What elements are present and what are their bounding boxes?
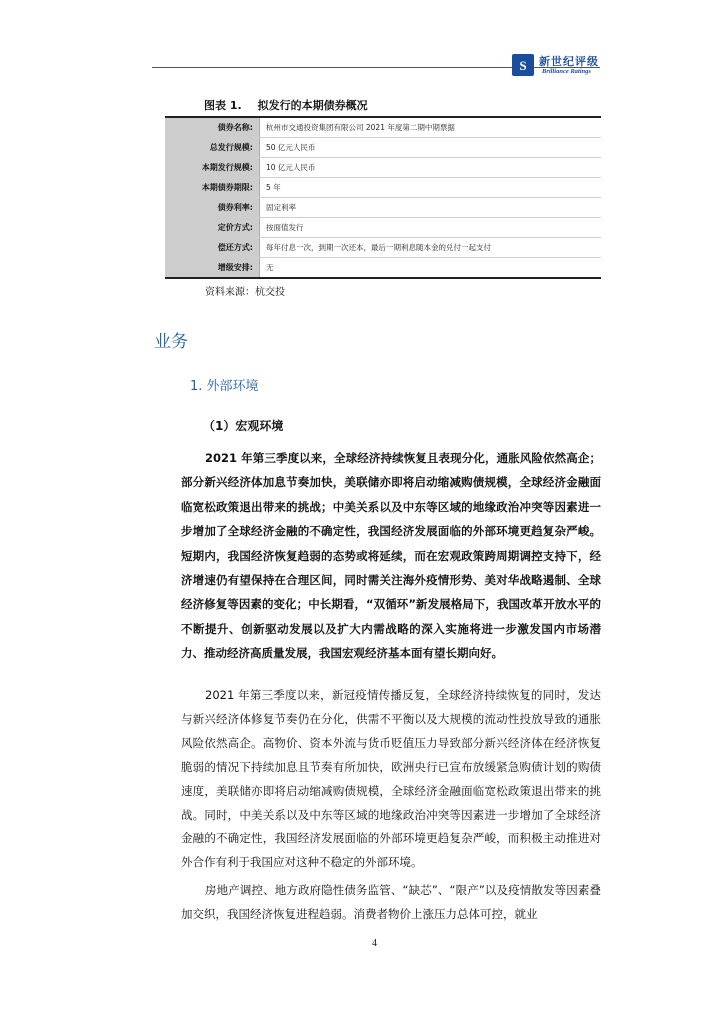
row-key: 偿还方式: xyxy=(165,238,260,258)
svg-text:S: S xyxy=(519,58,527,73)
row-key: 债券利率: xyxy=(165,198,260,218)
table-row xyxy=(165,238,601,258)
table-row xyxy=(165,178,601,198)
table-row xyxy=(165,218,601,238)
table-caption xyxy=(204,97,368,113)
body-paragraph: 房地产调控、地方政府隐性债务监管、“缺芯”、“限产”以及疫情散发等因素叠加交织，我国经济恢复进程趋弱。消费者物价上涨压力总体可控，就业 xyxy=(181,883,601,921)
row-value: 50 亿元人民币 xyxy=(260,138,602,158)
row-key: 本期债券期限: xyxy=(165,178,260,198)
row-value: 按面值发行 xyxy=(260,218,602,238)
row-key: 本期发行规模: xyxy=(165,158,260,178)
row-key: 总发行规模: xyxy=(165,138,260,158)
row-value: 无 xyxy=(260,258,602,279)
logo-chinese-name: 新世纪评级 xyxy=(539,55,599,68)
row-value: 杭州市交通投资集团有限公司 2021 年度第二期中期票据 xyxy=(260,117,602,138)
table-row xyxy=(165,258,601,279)
row-value: 每年付息一次，到期一次还本，最后一期利息随本金的兑付一起支付 xyxy=(260,238,602,258)
row-value: 固定利率 xyxy=(260,198,602,218)
body-paragraph: 2021 年第三季度以来，新冠疫情传播反复，全球经济持续恢复的同时，发达与新兴经济体修复节奏仍在分化，供需不平衡以及大规模的流动性投放导致的通胀风险依然高企。高物价、资本外流与货币贬值压力导致部分新兴经济体在经济恢复脆弱的情况下持续加息且节奏有所加快，欧洲央行已宣布放缓紧急购债计划的购债速度，美联储亦即将启动缩减购债规模，全球经济金融面临宽松政策退出带来的挑战。同时，中美关系以及中东等区域的地缘政治冲突等因素进一步增加了全球经济金融的不确定性，我国经济发展面临的外部环境更趋复杂严峻，而积极主动推进对外合作有利于我国应对这种不稳定的外部环境。 xyxy=(181,688,601,870)
bond-overview-table xyxy=(165,116,601,279)
company-logo xyxy=(512,52,608,80)
table-row xyxy=(165,117,601,138)
row-key: 债券名称: xyxy=(165,117,260,138)
page-number: 4 xyxy=(372,938,377,949)
table-number: 图表 1. xyxy=(204,99,242,112)
row-key: 定价方式: xyxy=(165,218,260,238)
table-row xyxy=(165,198,601,218)
table-row xyxy=(165,158,601,178)
table-title: 拟发行的本期债券概况 xyxy=(257,99,368,112)
row-value: 5 年 xyxy=(260,178,602,198)
sub-subsection-heading: （1）宏观环境 xyxy=(203,419,284,433)
row-value: 10 亿元人民币 xyxy=(260,158,602,178)
subsection-heading: 1. 外部环境 xyxy=(190,379,259,394)
brilliance-logo-icon xyxy=(512,54,534,76)
summary-paragraph: 2021 年第三季度以来，全球经济持续恢复且表现分化，通胀风险依然高企；部分新兴经济体加息节奏加快，美联储亦即将启动缩减购债规模，全球经济金融面临宽松政策退出带来的挑战；中美关系以及中东等区域的地缘政治冲突等因素进一步增加了全球经济金融的不确定性，我国经济发展面临的外部环境更趋复杂严峻。短期内，我国经济恢复趋弱的态势或将延续，而在宏观政策跨周期调控支持下，经济增速仍有望保持在合理区间，同时需关注海外疫情形势、美对华战略遏制、全球经济修复等因素的变化；中长期看，“双循环”新发展格局下，我国改革开放水平的不断提升、创新驱动发展以及扩大内需战略的深入实施将进一步激发国内市场潜力、推动经济高质量发展，我国宏观经济基本面有望长期向好。 xyxy=(181,451,601,661)
table-row xyxy=(165,138,601,158)
logo-english-name: Brilliance Ratings xyxy=(542,68,591,75)
section-heading: 业务 xyxy=(154,332,188,352)
table-source-note: 资料来源：杭交投 xyxy=(205,287,285,298)
row-key: 增级安排: xyxy=(165,258,260,279)
